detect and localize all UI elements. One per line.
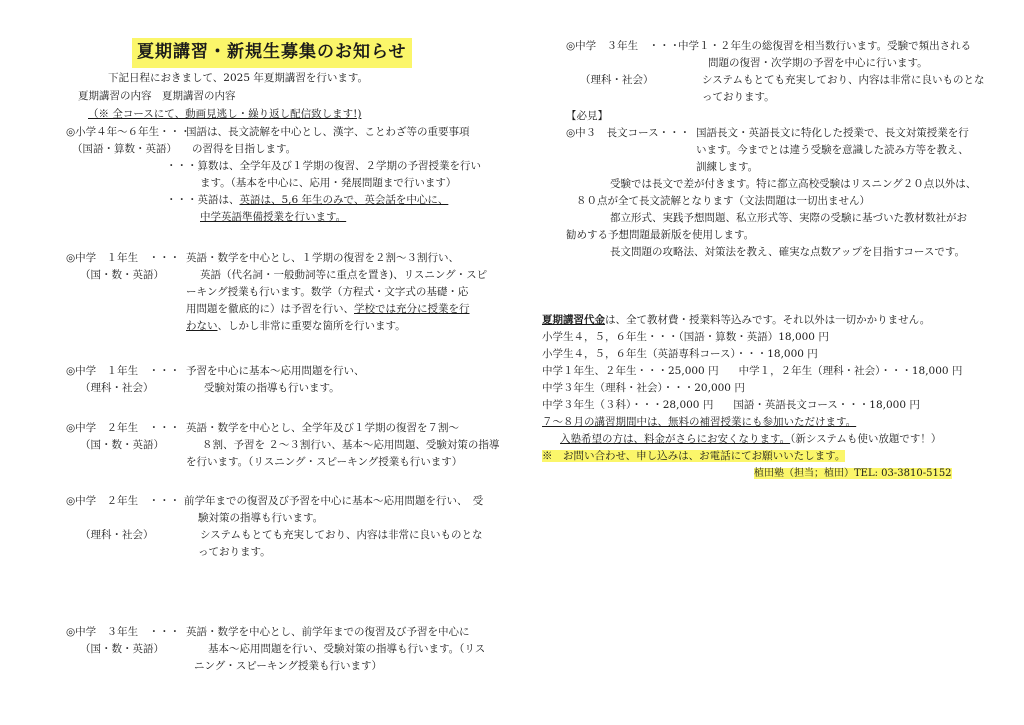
contact-info: 植田塾（担当；植田）TEL: 03-3810-5152: [754, 468, 952, 479]
section-subject: （国・数・英語）: [80, 643, 164, 655]
line-1: 英語・数学を中心とし、１学期の復習を２割〜３割行い、: [186, 252, 459, 264]
line-3: ーキング授業も行います。数学（方程式・文字式の基礎・応: [186, 286, 469, 298]
fees-heading: 夏期講習代金: [542, 314, 605, 326]
fee-line-1: 小学生４，５，６年生・・・（国語・算数・英語）18,000 円: [542, 331, 829, 343]
section-jh2-main: [66, 420, 506, 471]
section-subject: （理科・社会）: [80, 529, 154, 541]
line-2: 受験対策の指導も行います。: [204, 382, 340, 394]
line-2: 問題の復習・次学期の予習を中心に行います。: [708, 57, 928, 69]
section-label: ◎中３ 長文コース・・・: [566, 127, 691, 139]
line-3: システムもとても充実しており、内容は非常に良いものとな: [200, 529, 483, 541]
line-1: 前学年までの復習及び予習を中心に基本〜応用問題を行い、 受: [184, 495, 484, 507]
line-3: ニング・スピーキング授業も行います）: [194, 660, 383, 672]
line-2: 基本〜応用問題を行い、受験対策の指導も行います。（リス: [208, 643, 486, 655]
intro-text: 下記日程におきまして、2025 年夏期講習を行います。: [108, 72, 369, 84]
section-label: ◎中学 １年生 ・・・: [66, 365, 181, 377]
section-jh1-main: [66, 250, 506, 335]
notice-text: （※ 全コースにて、動画見逃し・繰り返し配信致します!): [88, 108, 362, 120]
line-4: っております。: [198, 546, 271, 558]
section-jh2-sci: [66, 493, 506, 561]
line-2: ８割、予習を ２〜３割行い、基本〜応用問題、受験対策の指導: [202, 439, 500, 451]
section-label: ◎中学 ３年生 ・・・: [66, 626, 181, 638]
fees-heading-rest: は、全て教材費・授業料等込みです。それ以外は一切かかりません。: [605, 314, 931, 326]
section-label: ◎中学 １年生 ・・・: [66, 252, 181, 264]
eigo-prefix: ・・・英語は、: [166, 194, 240, 206]
line-2: います。今までとは違う受験を意識した読み方等を教え、: [696, 144, 969, 156]
section-jh3-sci: [566, 38, 1006, 106]
para-1: 受験では長文で差が付きます。特に都立高校受験はリスニング２０点以外は、: [610, 178, 977, 190]
fee-line-4: 中学３年生（理科・社会）・・・20,000 円: [542, 382, 745, 394]
section-subject: （理科・社会）: [580, 74, 654, 86]
line-3: システムもとても充実しており、内容は非常に良いものとな: [702, 74, 985, 86]
para-4: 勧めする予想問題最新版を使用します。: [566, 229, 755, 241]
section-subject: （国語・算数・英語）: [72, 143, 177, 155]
section-jh1-sci: [66, 363, 506, 397]
para-2: ８０点が全て長文読解となります（文法問題は一切出ません）: [576, 195, 870, 207]
section-required: [566, 108, 1006, 261]
free-supplement-note: ７〜８月の講習期間中は、無料の補習授業にも参加いただけます。: [542, 416, 857, 428]
line-4: 用問題を徹底的に）は予習を行い、: [186, 303, 354, 315]
eigo-line-2: 中学英語準備授業を行います。: [200, 211, 347, 223]
line-1: 中学１・２年生の総復習を相当数行います。受験で頻出される: [678, 40, 972, 52]
section-label: ◎中学 ２年生 ・・・: [66, 495, 181, 507]
contact-note: ※ お問い合わせ、申し込みは、お電話にてお願いいたします。: [542, 450, 846, 462]
line-5-underlined: わない: [186, 320, 218, 332]
line-5: 、しかし非常に重要な箇所を行います。: [217, 320, 406, 332]
line-1: 予習を中心に基本〜応用問題を行い、: [186, 365, 365, 377]
sansu-line-1: ・・・算数は、全学年及び１学期の復習、２学期の予習授業を行い: [166, 160, 481, 172]
section-label: ◎中学 ２年生 ・・・: [66, 422, 181, 434]
section-jh3-main: [66, 624, 506, 675]
fee-line-3b: 中学１，２年生（理科・社会）・・・18,000 円: [738, 365, 963, 377]
discount-note: 入塾希望の方は、料金がさらにお安くなります。: [560, 433, 791, 445]
eigo-line-1: 英語は、5,6 年生のみで、英会話を中心に、: [239, 194, 449, 206]
line-1: 英語・数学を中心とし、前学年までの復習及び予習を中心に: [186, 626, 470, 638]
fee-line-5b: 国語・英語長文コース・・・18,000 円: [733, 399, 920, 411]
line-2: 英語（代名詞・一般動詞等に重点を置き)、リスニング・スピ: [200, 269, 488, 281]
para-3: 都立形式、実践予想問題、私立形式等、実際の受験に基づいた教材数社がお: [610, 212, 967, 224]
fee-line-3a: 中学１年生、２年生・・・25,000 円: [542, 365, 719, 377]
sansu-line-2: ます。（基本を中心に、応用・発展問題まで行います）: [200, 177, 457, 189]
fee-line-2: 小学生４，５，６年生（英語専科コース）・・・18,000 円: [542, 348, 818, 360]
section-elementary: [66, 124, 506, 226]
page-title: 夏期講習・新規生募集のお知らせ: [132, 38, 412, 68]
para-5: 長文問題の攻略法、対策法を教え、確実な点数アップを目指すコースです。: [610, 246, 966, 258]
section-label: ◎小学４年〜６年生・・・: [66, 126, 191, 138]
section-subject: （理科・社会）: [80, 382, 154, 394]
line-1: 英語・数学を中心とし、全学年及び１学期の復習を７割〜: [186, 422, 459, 434]
line-4: っております。: [702, 91, 775, 103]
line-3: を行います。（リスニング・スピーキング授業も行います）: [186, 456, 463, 468]
fee-line-5a: 中学３年生（３科）・・・28,000 円: [542, 399, 714, 411]
line-2: 験対策の指導も行います。: [198, 512, 324, 524]
section-subject: （国・数・英語）: [80, 269, 164, 281]
line-4-underlined: 学校では充分に授業を行: [354, 303, 470, 315]
contents-label: 夏期講習の内容 夏期講習の内容: [78, 90, 236, 102]
required-tag: 【必見】: [566, 110, 608, 122]
line-3: 訓練します。: [696, 161, 759, 173]
section-label: ◎中学 ３年生 ・・・: [566, 40, 681, 52]
new-system-note: （新システムも使い放題です！）: [790, 433, 942, 445]
kokugo-line-1: 国語は、長文読解を中心とし、漢字、ことわざ等の重要事項: [186, 126, 470, 138]
kokugo-line-2: の習得を目指します。: [192, 143, 297, 155]
line-1: 国語長文・英語長文に特化した授業で、長文対策授業を行: [696, 127, 969, 139]
fees-section: [542, 312, 1002, 482]
section-subject: （国・数・英語）: [80, 439, 164, 451]
